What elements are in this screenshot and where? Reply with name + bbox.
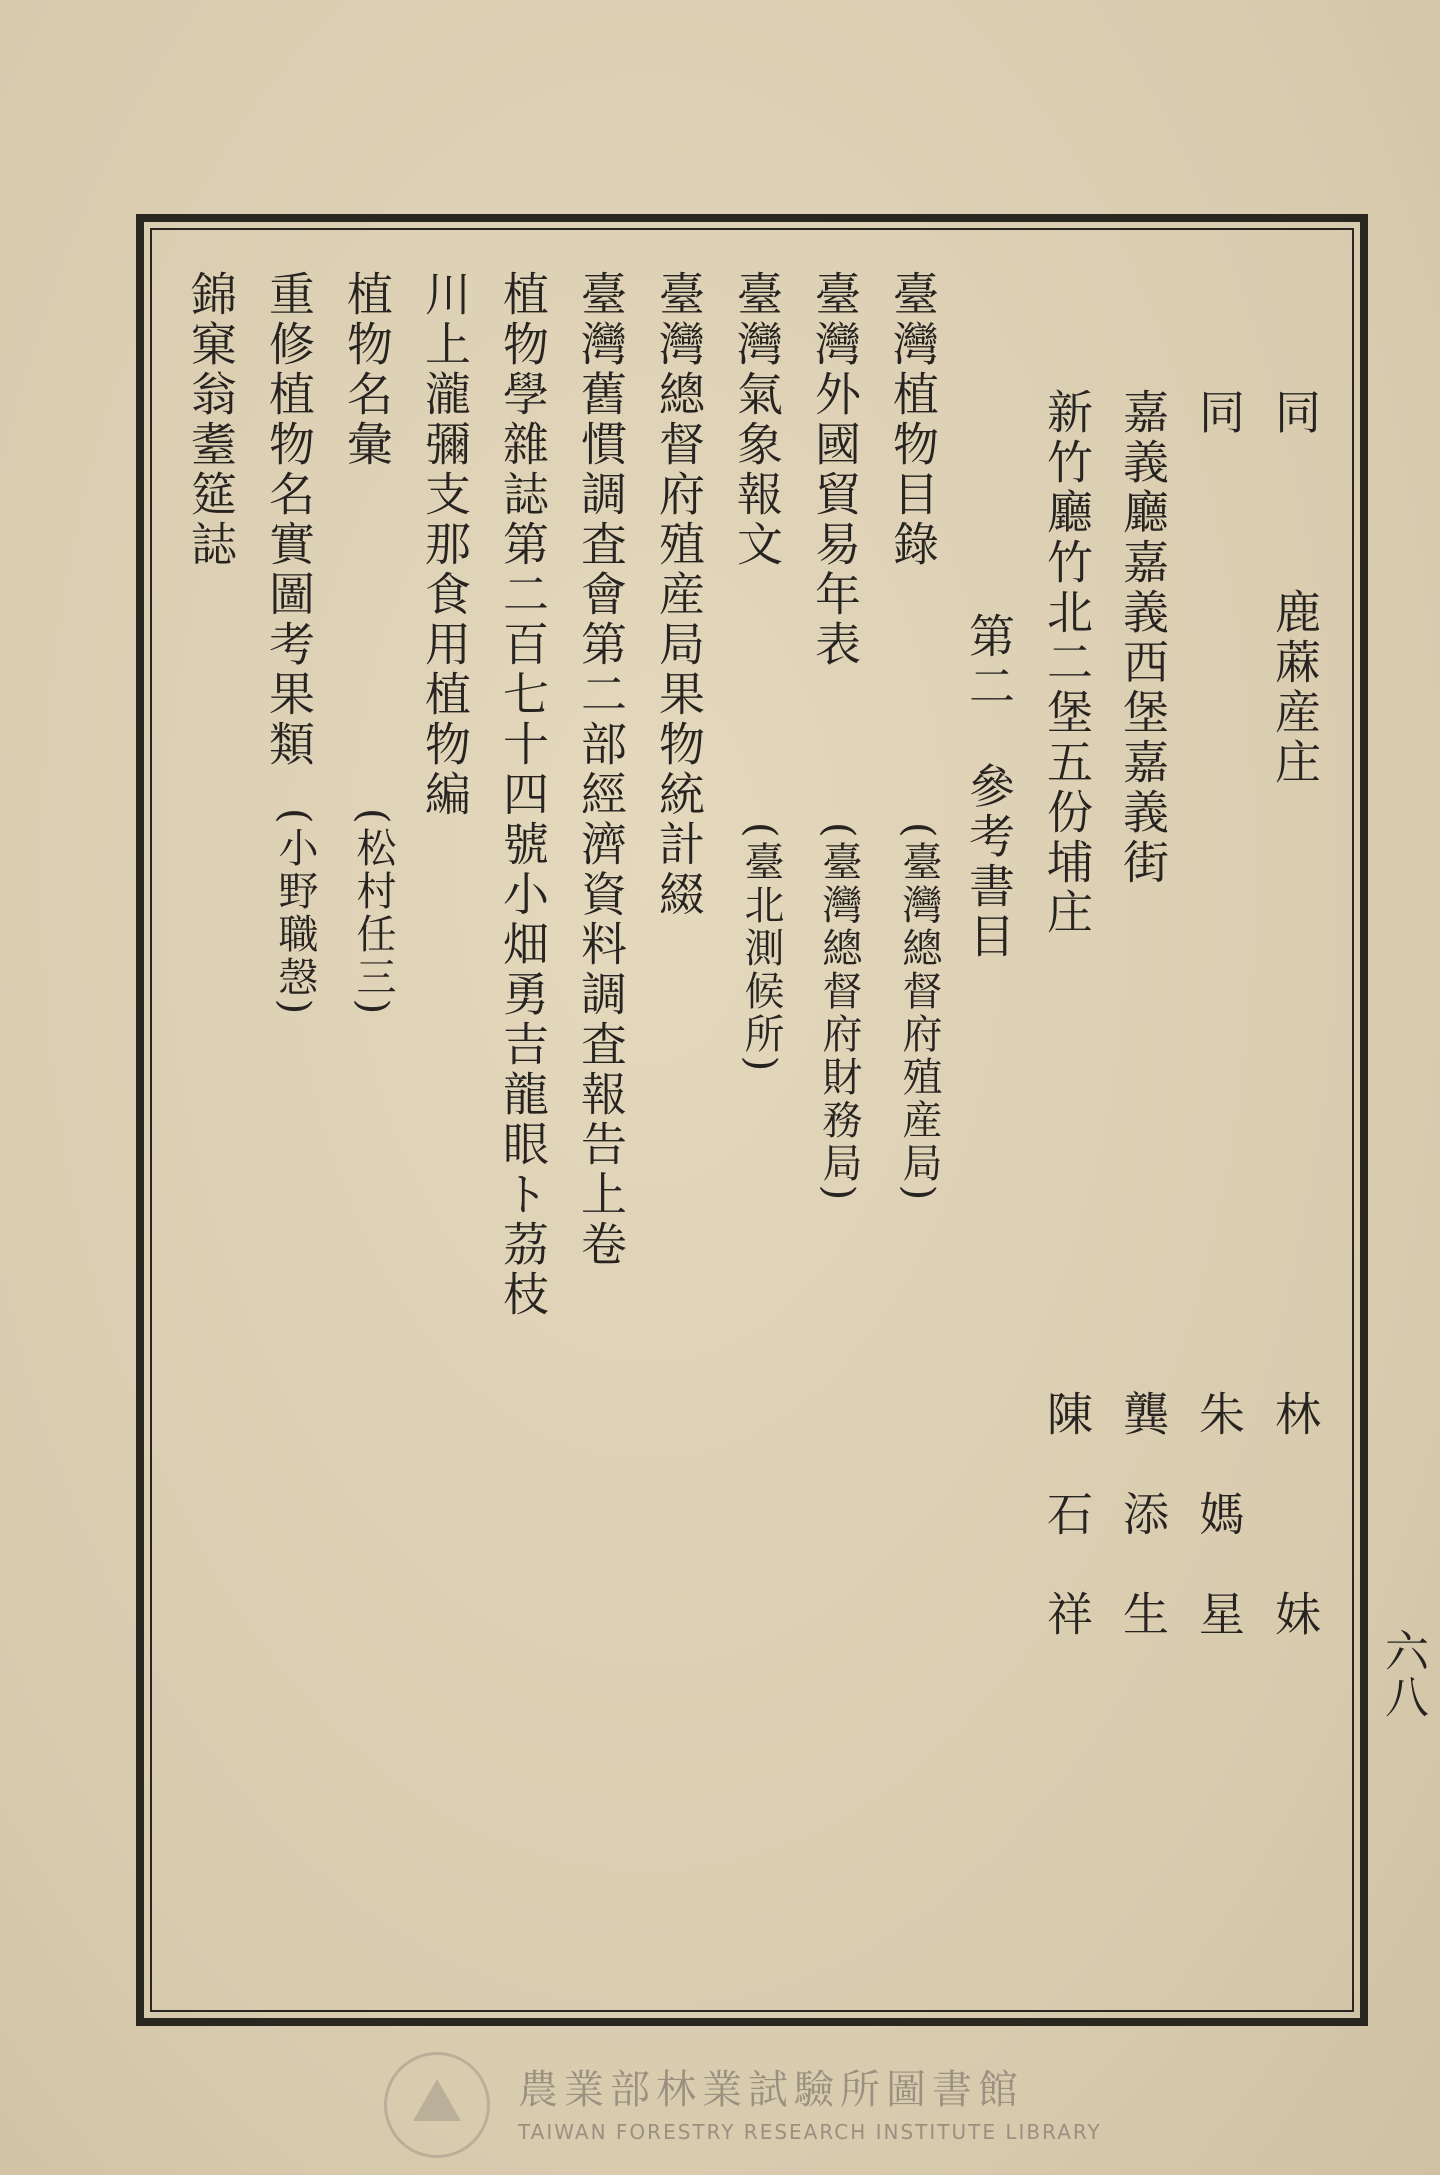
ref-publisher-taipei-observatory: (臺北測候所): [738, 822, 784, 1075]
column-tong: 同: [1192, 388, 1246, 438]
ref-publisher-finance: (臺灣總督府財務局): [816, 822, 862, 1204]
name-zhu: 朱 媽 星: [1192, 1390, 1246, 1640]
column-jiayi-address: 嘉義廳嘉義西堡嘉義街: [1116, 388, 1170, 888]
ref-author-matsumura: (松村任三): [350, 808, 396, 1018]
ref-plant-names: 植物名彙: [340, 270, 394, 470]
column-hsinchu-address: 新竹廳竹北二堡五份埔庄: [1040, 388, 1094, 938]
ref-fruit-statistics: 臺灣總督府殖産局果物統計綴: [652, 270, 706, 920]
ref-publisher-shokusan: (臺灣總督府殖産局): [896, 822, 942, 1204]
library-name-english: TAIWAN FORESTRY RESEARCH INSTITUTE LIBRARY: [518, 2120, 1102, 2144]
ref-meteorological-report: 臺灣氣象報文: [730, 270, 784, 570]
name-chen: 陳 石 祥: [1040, 1390, 1094, 1640]
library-name-chinese: 農業部林業試驗所圖書館: [518, 2067, 1024, 2113]
name-gong: 龔 添 生: [1116, 1390, 1170, 1640]
column-tong-lumacheng: 同 鹿蔴産庄: [1268, 388, 1322, 788]
ref-botanical-magazine: 植物學雜誌第二百七十四號小畑勇吉龍眼ト茘枝: [496, 270, 550, 1320]
ref-foreign-trade-table: 臺灣外國貿易年表: [808, 270, 862, 670]
library-seal-icon: [384, 2052, 490, 2158]
page-number: 六八: [1377, 1628, 1428, 1720]
section-heading-references: 第二 參考書目: [962, 612, 1016, 962]
ref-old-customs-report: 臺灣舊慣調査會第二部經濟資料調査報告上卷: [574, 270, 628, 1270]
ref-taiwan-plant-catalogue: 臺灣植物目錄: [886, 270, 940, 570]
ref-kinkao-record: 錦窠翁耋筵誌: [184, 270, 238, 570]
ref-kawakami-edible-plants: 川上瀧彌支那食用植物編: [418, 270, 472, 820]
ref-author-ono: (小野職愨): [272, 808, 318, 1018]
ref-plant-illustrations-fruits: 重修植物名實圖考果類: [262, 270, 316, 770]
name-lin: 林 妹: [1268, 1390, 1322, 1640]
